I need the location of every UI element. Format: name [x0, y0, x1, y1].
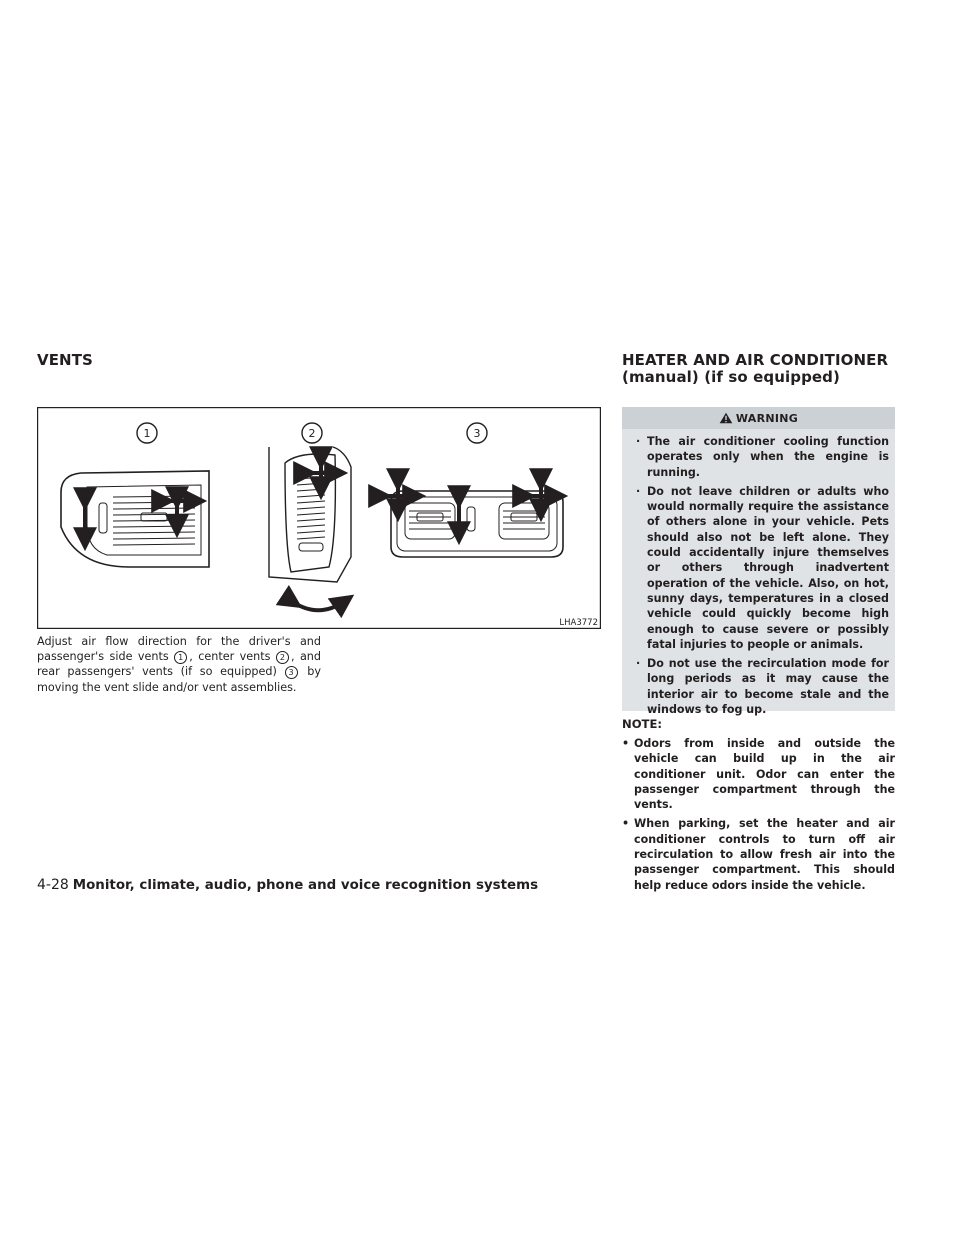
ref-3-badge: 3: [285, 666, 298, 679]
vents-paragraph-text-1: Adjust air flow direction for the driver's and passenger's side vents: [37, 635, 321, 664]
warning-header: [622, 407, 895, 429]
vents-paragraph-text-2: , center vents: [189, 650, 271, 664]
vents-paragraph-text-4: by moving the vent slide and/or vent assemblies.: [37, 665, 321, 694]
vents-paragraph-text-3: , and rear passengers' vents (if so equipped): [37, 650, 321, 679]
vents-paragraph: [37, 634, 321, 695]
vents-section-title: VENTS: [37, 351, 93, 369]
warning-item: · Do not use the recirculation mode for long periods as it may cause the interior air to become stale and the windows to fog up.: [636, 656, 889, 717]
chapter-title: Monitor, climate, audio, phone and voice recognition systems: [72, 878, 539, 893]
note-list: [622, 736, 895, 897]
ref-2-badge: 2: [276, 651, 289, 664]
note-item: • Odors from inside and outside the vehicle can build up in the air conditioner unit. Odor can enter the passenger compartment through the vents.: [622, 736, 895, 812]
heater-title-line2: (manual) (if so equipped): [622, 368, 840, 386]
callout-3-label: 3: [473, 427, 481, 440]
note-item: • When parking, set the heater and air conditioner controls to turn off air recirculation to allow fresh air into the passenger compartment. This should help reduce odors inside the vehicle.: [622, 816, 895, 892]
warning-label: WARNING: [735, 411, 799, 425]
ref-1-badge: 1: [174, 651, 187, 664]
warning-box: [622, 407, 895, 717]
warning-list: [622, 429, 895, 717]
vents-illustration: [37, 407, 601, 629]
warning-item: · Do not leave children or adults who would normally require the assistance of others alone in your vehicle. Pets should also not be left alone. They could accidentally injure themselves or others through inadvertent operation of the vehicle. Also, on hot, sunny days, temperatures in a closed vehicle could quickly become high enough to cause severe or possibly fatal injuries to people or animals.: [636, 484, 889, 652]
figure-code: LHA3772: [559, 618, 598, 628]
heater-section-title: [622, 352, 922, 386]
heater-title-line1: HEATER AND AIR CONDITIONER: [622, 351, 889, 369]
note-title: NOTE:: [622, 717, 663, 731]
callout-1-label: 1: [143, 427, 151, 440]
warning-item: · The air conditioner cooling function operates only when the engine is running.: [636, 434, 889, 480]
warning-triangle-icon: [719, 412, 733, 424]
page-number: 4-28: [37, 877, 69, 893]
callout-2-label: 2: [308, 427, 316, 440]
page-footer: [37, 876, 538, 895]
